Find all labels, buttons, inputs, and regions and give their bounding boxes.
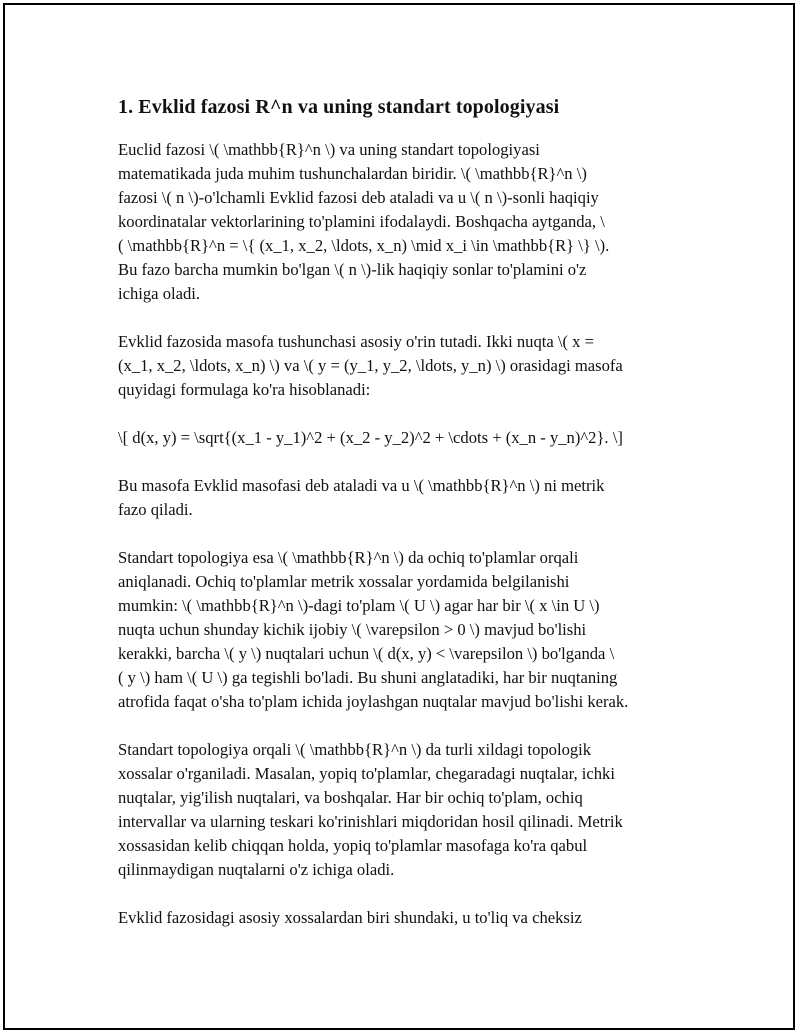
paragraph-open-sets: Standart topologiya esa \( \mathbb{R}^n \) da ochiq to'plamlar orqali aniqlanadi. Ochiq to'plamlar metrik xossalar yordamida belgilanishi mumkin: \( \mathbb{R}^n \)-dagi to'plam \( U \) agar har bir \( x \in U \) nuqta uchun shunday kichik ijobiy \( \varepsilon > 0 \) mavjud bo'lishi kerakki, barcha \( y \) nuqtalari uchun \( d(x, y) < \varepsilon \) bo'lganda \ ( y \) ham \( U \) ga tegishli bo'ladi. Bu shuni anglatadiki, har bir nuqtaning atrofida faqat o'sha to'plam ichida joylashgan nuqtalar mavjud bo'lishi kerak. bbox=[118, 548, 629, 711]
paragraph-intro: Euclid fazosi \( \mathbb{R}^n \) va uning standart topologiyasi matematikada juda muhim tushunchalardan biridir. \( \mathbb{R}^n \) fazosi \( n \)-o'lchamli Evklid fazosi deb ataladi va u \( n \)-sonli haqiqiy koordinatalar vektorlarining to'plamini ifodalaydi. Boshqacha aytganda, \ ( \mathbb{R}^n = \{ (x_1, x_2, \ldots, x_n) \mid x_i \in \mathbb{R} \} \). Bu fazo barcha mumkin bo'lgan \( n \)-lik haqiqiy sonlar to'plamini o'z ichiga oladi. bbox=[118, 140, 610, 303]
paragraph-formula: \[ d(x, y) = \sqrt{(x_1 - y_1)^2 + (x_2 - y_2)^2 + \cdots + (x_n - y_n)^2}. \] bbox=[118, 428, 623, 447]
paragraph-metric: Bu masofa Evklid masofasi deb ataladi va u \( \mathbb{R}^n \) ni metrik fazo qiladi. bbox=[118, 476, 605, 519]
paragraph-distance: Evklid fazosida masofa tushunchasi asosiy o'rin tutadi. Ikki nuqta \( x = (x_1, x_2, \ldots, x_n) \) va \( y = (y_1, y_2, \ldots, y_n) \) orasidagi masofa quyidagi formulaga ko'ra hisoblanadi: bbox=[118, 332, 623, 399]
paragraph-completeness: Evklid fazosidagi asosiy xossalardan biri shundaki, u to'liq va cheksiz bbox=[118, 908, 582, 927]
paragraph-topological-properties: Standart topologiya orqali \( \mathbb{R}^n \) da turli xildagi topologik xossalar o'rganiladi. Masalan, yopiq to'plamlar, chegaradagi nuqtalar, ichki nuqtalar, yig'ilish nuqtalari, va boshqalar. Har bir ochiq to'plam, ochiq intervallar va ularning teskari ko'rinishlari miqdoridan hosil qilinadi. Metrik xossasidan kelib chiqqan holda, yopiq to'plamlar masofaga ko'ra qabul qilinmaydigan nuqtalarni o'z ichiga oladi. bbox=[118, 740, 623, 879]
document-title: 1. Evklid fazosi R^n va uning standart topologiyasi bbox=[118, 96, 560, 118]
document-body bbox=[118, 93, 688, 954]
